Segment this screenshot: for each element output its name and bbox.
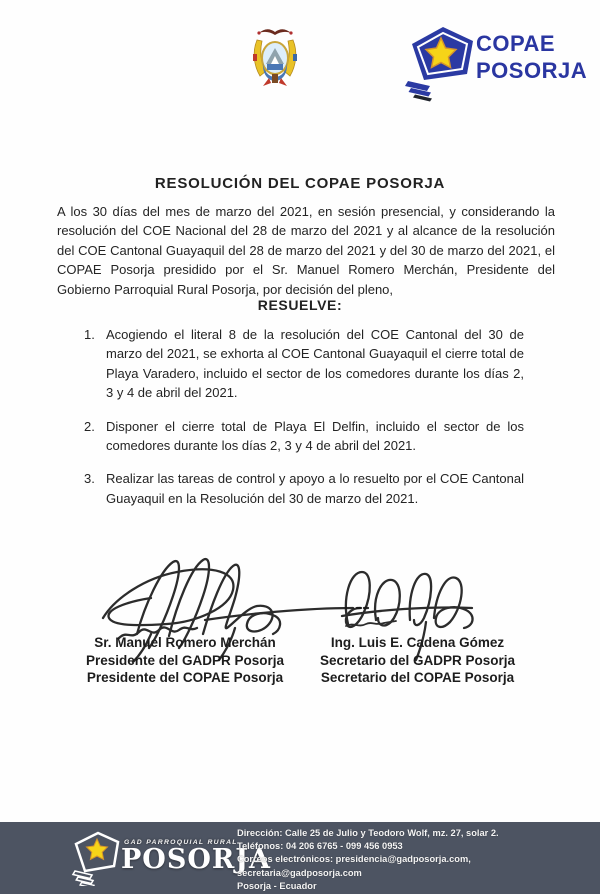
item-text: Disponer el cierre total de Playa El Delfin, incluido el sector de los comedores durante los días 2, 3 y 4 de abril del 2021. [106, 418, 524, 454]
item-number: 1. [84, 327, 95, 342]
footer-emails-line2: secretaria@gadposorja.com [237, 867, 362, 878]
posorja-logo-small-text: GAD PARROQUIAL RURAL [124, 839, 238, 846]
copae-logo-line1: COPAE [476, 31, 556, 56]
copae-logo [398, 22, 588, 94]
signature-block-right [305, 634, 530, 687]
signatory-title-2: Presidente del COPAE Posorja [86, 670, 284, 685]
document-title: RESOLUCIÓN DEL COPAE POSORJA [154, 175, 446, 192]
footer-contact-block [237, 827, 587, 893]
ecuador-coat-of-arms-icon [249, 26, 301, 90]
item-number: 2. [84, 418, 95, 434]
footer-phones: Teléfonos: 04 206 6765 - 099 456 0953 [237, 841, 403, 852]
footer-emails-line1: Correos electrónicos: presidencia@gadposorja.com, [237, 854, 471, 865]
posorja-logo-large-text: POSORJA [121, 844, 272, 875]
signatory-title-1: Presidente del GADPR Posorja [85, 652, 285, 668]
item-number: 3. [84, 471, 95, 487]
signatory-title-1: Secretario del GADPR Posorja [319, 652, 516, 668]
item-text: Realizar las tareas de control y apoyo a lo resuelto por el COE Cantonal Guayaquil en la Resolución del 30 de marzo del 2021. [106, 471, 524, 506]
signatory-name: Sr. Manuel Romero Merchán [94, 635, 276, 650]
copae-shield-icon [398, 24, 478, 102]
resolution-item-3 [84, 469, 524, 508]
posorja-logo-icon [68, 830, 122, 886]
resolution-item-2 [84, 417, 524, 456]
resolution-item-1 [84, 325, 524, 403]
footer-address: Dirección: Calle 25 de Julio y Teodoro Wolf, mz. 27, solar 2. [237, 828, 499, 838]
resolve-heading: RESUELVE: [257, 297, 343, 313]
signature-block-left [70, 634, 300, 687]
footer-location: Posorja - Ecuador [237, 880, 317, 891]
resolution-list [84, 325, 524, 522]
intro-paragraph: A los 30 días del mes de marzo del 2021, en sesión presencial, y considerando la resolución del COE Nacional del 28 de marzo del 2021 y al alcance de la resolución del COE Cantonal Guayaquil del 28 de marzo del 2021 y del 30 de marzo del 2021, el COPAE Posorja presidido por el Sr. Manuel Romero Merchán, Presidente del Gobierno Parroquial Rural Posorja, por decisión del pleno, [57, 204, 555, 297]
signatory-name: Ing. Luis E. Cadena Gómez [330, 635, 505, 650]
copae-logo-line2: POSORJA [476, 58, 588, 83]
item-text: Acogiendo el literal 8 de la resolución del COE Cantonal del 30 de marzo del 2021, se exhorta al COE Cantonal Guayaquil el cierre total de Playa Varadero, incluido el sector de los comedores durante los días 2, 3 y 4 de abril del 2021. [106, 327, 524, 401]
copae-logo-text [476, 30, 587, 84]
footer-band [0, 822, 600, 894]
signatory-title-2: Secretario del COPAE Posorja [320, 670, 515, 685]
